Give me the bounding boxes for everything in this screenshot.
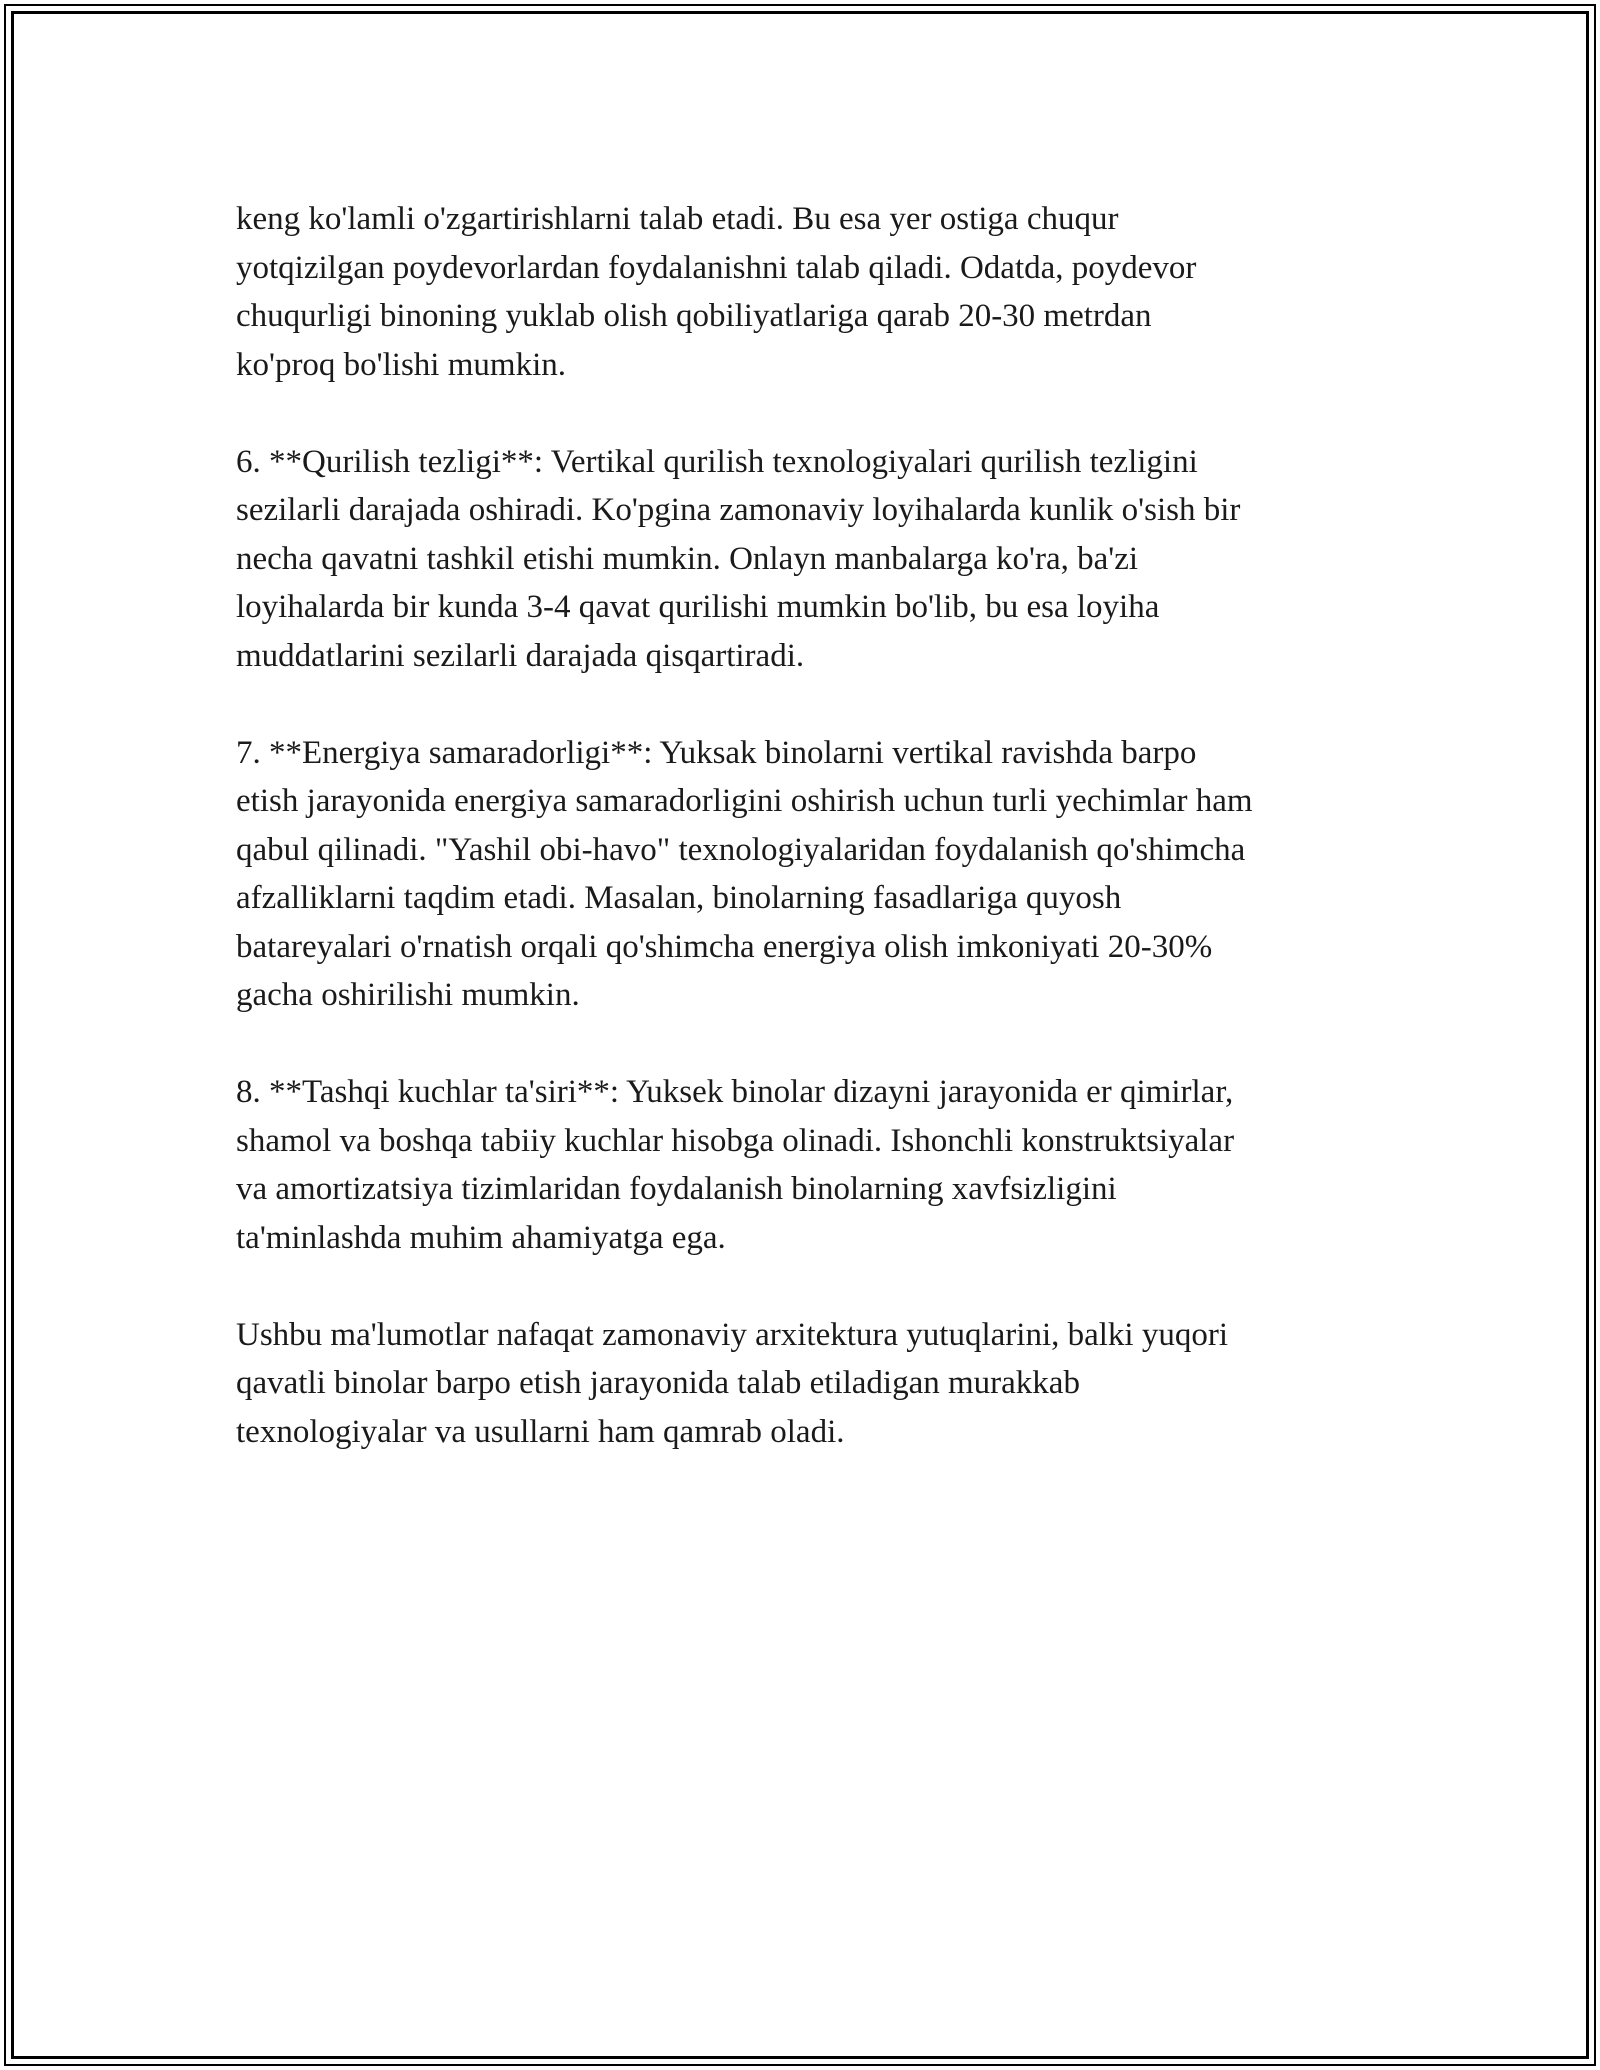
text-line: muddatlarini sezilarli darajada qisqartiradi. bbox=[236, 637, 805, 674]
text-line: 8. **Tashqi kuchlar ta'siri**: Yuksek binolar dizayni jarayonida er qimirlar, bbox=[236, 1074, 1234, 1110]
paragraph-construction-speed bbox=[236, 438, 1396, 681]
text-line: afzalliklarni taqdim etadi. Masalan, binolarning fasadlariga quyosh bbox=[236, 880, 1122, 916]
text-line: batareyalari o'rnatish orqali qo'shimcha energiya olish imkoniyati 20-30% bbox=[236, 928, 1213, 965]
text-line: texnologiyalar va usullarni ham qamrab oladi. bbox=[236, 1413, 845, 1450]
paragraph-external-forces bbox=[236, 1068, 1396, 1262]
text-line: 6. **Qurilish tezligi**: Vertikal qurilish texnologiyalari qurilish tezligini bbox=[236, 443, 1198, 480]
text-line: va amortizatsiya tizimlaridan foydalanish binolarning xavfsizligini bbox=[236, 1171, 1117, 1207]
text-line: gacha oshirilishi mumkin. bbox=[236, 977, 580, 1013]
text-line: ta'minlashda muhim ahamiyatga ega. bbox=[236, 1219, 726, 1256]
text-line: 7. **Energiya samaradorligi**: Yuksak binolarni vertikal ravishda barpo bbox=[236, 734, 1197, 771]
text-line: sezilarli darajada oshiradi. Ko'pgina zamonaviy loyihalarda kunlik o'sish bir bbox=[236, 492, 1241, 528]
document-body bbox=[236, 195, 1396, 1505]
text-line: chuqurligi binoning yuklab olish qobiliyatlariga qarab 20-30 metrdan bbox=[236, 298, 1152, 334]
paragraph-foundations bbox=[236, 195, 1396, 389]
text-line: qabul qilinadi. "Yashil obi-havo" texnologiyalaridan foydalanish qo'shimcha bbox=[236, 831, 1246, 868]
text-line: Ushbu ma'lumotlar nafaqat zamonaviy arxitektura yutuqlarini, balki yuqori bbox=[236, 1316, 1228, 1353]
paragraph-conclusion bbox=[236, 1311, 1396, 1457]
text-line: necha qavatni tashkil etishi mumkin. Onlayn manbalarga ko'ra, ba'zi bbox=[236, 540, 1139, 577]
page-outer-border bbox=[4, 4, 1596, 2066]
text-line: qavatli binolar barpo etish jarayonida talab etiladigan murakkab bbox=[236, 1365, 1080, 1401]
text-line: loyihalarda bir kunda 3-4 qavat qurilishi mumkin bo'lib, bu esa loyiha bbox=[236, 589, 1160, 625]
text-line: ko'proq bo'lishi mumkin. bbox=[236, 346, 566, 383]
text-line: etish jarayonida energiya samaradorligini oshirish uchun turli yechimlar ham bbox=[236, 783, 1253, 819]
text-line: shamol va boshqa tabiiy kuchlar hisobga olinadi. Ishonchli konstruktsiyalar bbox=[236, 1122, 1235, 1159]
paragraph-energy-efficiency bbox=[236, 729, 1396, 1020]
text-line: yotqizilgan poydevorlardan foydalanishni talab qiladi. Odatda, poydevor bbox=[236, 249, 1197, 286]
text-line: keng ko'lamli o'zgartirishlarni talab etadi. Bu esa yer ostiga chuqur bbox=[236, 201, 1119, 237]
page-inner-border bbox=[11, 11, 1589, 2059]
